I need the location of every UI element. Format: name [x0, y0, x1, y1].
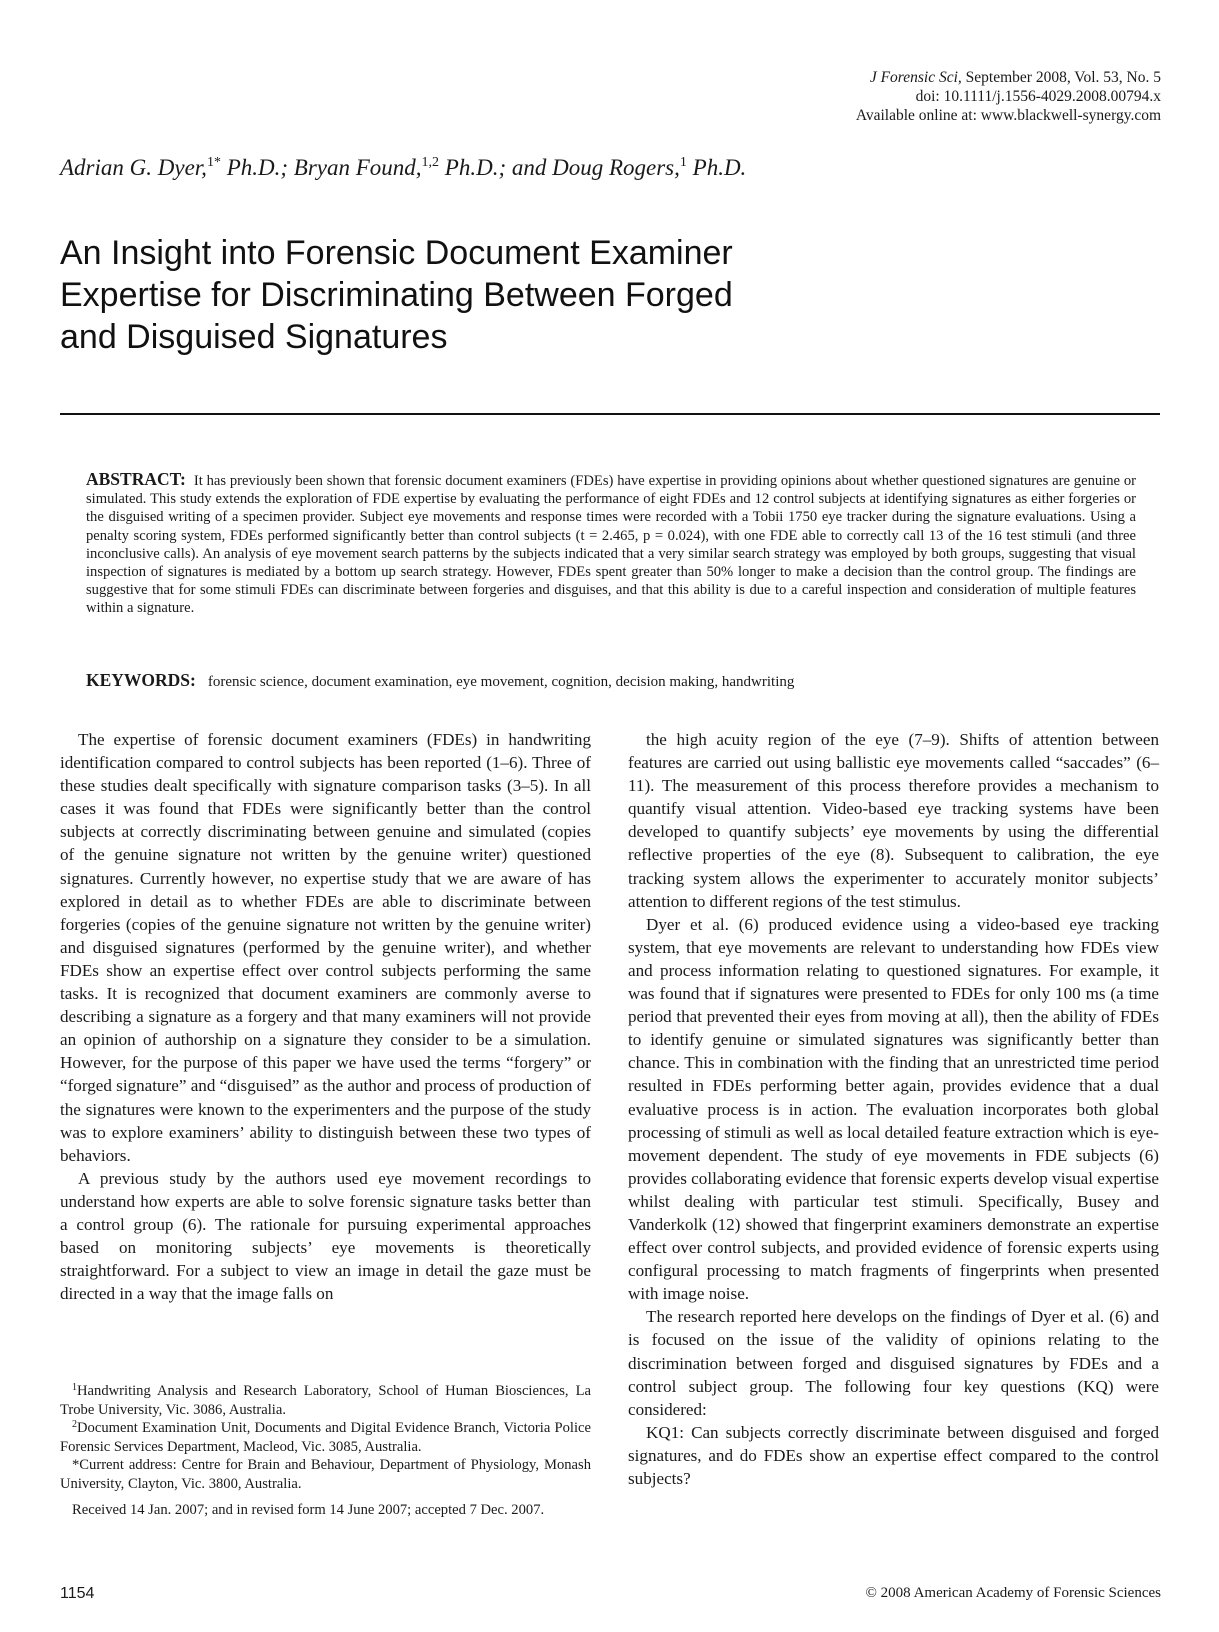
abstract-label: ABSTRACT: [86, 469, 186, 489]
author-degree: Ph.D.; [220, 155, 289, 180]
footnote-text: Handwriting Analysis and Research Laboratory, School of Human Biosciences, La Trobe University, Vic. 3086, Australia. [60, 1383, 591, 1418]
journal-name: J Forensic Sci, [869, 69, 962, 86]
body-paragraph: KQ1: Can subjects correctly discriminate between disguised and forged signatures, and do FDEs show an expertise effect compared to the control subjects? [628, 1422, 1159, 1488]
paper-title [60, 232, 920, 358]
abstract [86, 470, 1136, 618]
footnote-mark: 2 [72, 1419, 77, 1430]
footnote-current-address: *Current address: Centre for Brain and Behaviour, Department of Physiology, Monash University, Clayton, Vic. 3800, Australia. [60, 1457, 591, 1492]
journal-availability: Available online at: www.blackwell-synergy.com [855, 107, 1161, 124]
body-column-left [60, 728, 591, 1305]
author-degree: Ph.D. [686, 155, 747, 180]
author-affiliation-mark: 1,2 [421, 155, 440, 170]
author-degree: Ph.D.; [439, 155, 507, 180]
body-paragraph: A previous study by the authors used eye movement recordings to understand how experts are able to solve forensic signature tasks better than a control group (6). The rationale for pursuing experimental approaches based on monitoring subjects’ eye movements is theoretically straightforward. For a subject to view an image in detail the gaze must be directed in a way that the image falls on [60, 1168, 591, 1304]
footnote-mark: 1 [72, 1382, 77, 1393]
footnotes [60, 1382, 591, 1520]
body-column-right [628, 728, 1159, 1490]
footnote-affiliation-2 [60, 1419, 591, 1456]
author-name: Bryan Found, [288, 155, 422, 180]
copyright-notice: © 2008 American Academy of Forensic Sciences [865, 1585, 1161, 1601]
journal-issue: September 2008, Vol. 53, No. 5 [961, 69, 1161, 86]
title-line: Expertise for Discriminating Between Forged [60, 276, 733, 314]
author-affiliation-mark: 1* [206, 155, 221, 170]
abstract-text: It has previously been shown that forensic document examiners (FDEs) have expertise in providing opinions about whether questioned signatures are genuine or simulated. This study extends the exploration of FDE expertise by evaluating the performance of eight FDEs and 12 control subjects at identifying signatures as either forgeries or the disguised writing of a specimen provider. Subject eye movements and response times were recorded with a Tobii 1750 eye tracker during the signature evaluations. Using a penalty scoring system, FDEs performed significantly better than control subjects (t = 2.465, p = 0.024), with one FDE able to correctly call 13 of the 16 test stimuli (and three inconclusive calls). An analysis of eye movement search patterns by the subjects indicated that a very similar search strategy was employed by both groups, suggesting that visual inspection of signatures is mediated by a bottom up search strategy. However, FDEs spent greater than 50% longer to make a decision than the control group. The findings are suggestive that for some stimuli FDEs can discriminate between forgeries and disguises, and that this ability is due to a careful inspection and consideration of multiple features within a signature. [86, 473, 1136, 617]
page-number: 1154 [60, 1585, 95, 1602]
title-line: An Insight into Forensic Document Examiner [60, 234, 733, 272]
keywords-text: forensic science, document examination, eye movement, cognition, decision making, handwriting [207, 674, 795, 690]
keywords [86, 670, 1136, 691]
footnote-affiliation-1 [60, 1382, 591, 1419]
title-divider [60, 413, 1160, 415]
author-affiliation-mark: 1 [679, 155, 687, 170]
author-list [60, 155, 746, 181]
body-paragraph: The expertise of forensic document examiners (FDEs) in handwriting identification compared to control subjects has been reported (1–6). Three of these studies dealt specifically with signature comparison tasks (3–5). In all cases it was found that FDEs were significantly better than the control subjects at correctly discriminating between genuine and simulated (copies of the genuine signature not written by the genuine writer) questioned signatures. Currently however, no expertise study that we are aware of has explored in detail as to whether FDEs are able to discriminate between forgeries (copies of the genuine signature not written by the genuine writer) and disguised signatures (performed by the genuine writer), and whether FDEs show an expertise effect over control subjects performing the same tasks. It is recognized that document examiners are commonly averse to describing a signature as a forgery and that many examiners will not provide an opinion of authorship on a signature they consider to be a simulation. However, for the purpose of this paper we have used the terms “forgery” or “forged signature” and “disguised” as the author and process of production of the signatures were known to the experimenters and the purpose of the study was to explore examiners’ ability to distinguish between these two types of behaviors. [60, 730, 591, 1165]
title-line: and Disguised Signatures [60, 318, 448, 356]
footnote-text: Document Examination Unit, Documents and Digital Evidence Branch, Victoria Police Forensic Services Department, Macleod, Vic. 3085, Australia. [60, 1420, 591, 1455]
journal-header [561, 68, 1161, 125]
body-paragraph: the high acuity region of the eye (7–9). Shifts of attention between features are carried out using ballistic eye movements called “saccades” (6–11). The measurement of this process therefore provides a mechanism to quantify visual attention. Video-based eye tracking systems have been developed to quantify subjects’ eye movements by using the differential reflective properties of the eye (8). Subsequent to calibration, the eye tracking system allows the experimenter to accurately monitor subjects’ attention to different regions of the test stimulus. [628, 730, 1159, 911]
journal-citation [561, 68, 1161, 87]
keywords-label: KEYWORDS: [86, 670, 196, 690]
author-name: and Doug Rogers, [506, 155, 680, 180]
author-name: Adrian G. Dyer, [60, 155, 207, 180]
body-paragraph: The research reported here develops on the findings of Dyer et al. (6) and is focused on the issue of the validity of opinions relating to the discrimination between forged and disguised signatures by FDEs and a control subject group. The following four key questions (KQ) were considered: [628, 1307, 1159, 1419]
received-dates: Received 14 Jan. 2007; and in revised form 14 June 2007; accepted 7 Dec. 2007. [72, 1502, 545, 1518]
body-paragraph: Dyer et al. (6) produced evidence using a video-based eye tracking system, that eye movements are relevant to understanding how FDEs view and process information relating to questioned signatures. For example, it was found that if signatures were presented to FDEs for only 100 ms (a time period that prevented their eyes from moving at all), then the ability of FDEs to identify genuine or simulated signatures was significantly better than chance. This in combination with the finding that an unrestricted time period resulted in FDEs performing better again, provides evidence that a dual evaluative process is in action. The evaluation incorporates both global processing of stimuli as well as local detailed feature extraction which is eye-movement dependent. The study of eye movements in FDE subjects (6) provides collaborating evidence that forensic experts develop visual expertise whilst dealing with particular test stimuli. Specifically, Busey and Vanderkolk (12) showed that fingerprint examiners demonstrate an expertise effect over control subjects, and provided evidence of forensic experts using configural processing to match fragments of fingerprints when presented with image noise. [628, 914, 1159, 1304]
journal-doi: doi: 10.1111/j.1556-4029.2008.00794.x [915, 88, 1161, 105]
